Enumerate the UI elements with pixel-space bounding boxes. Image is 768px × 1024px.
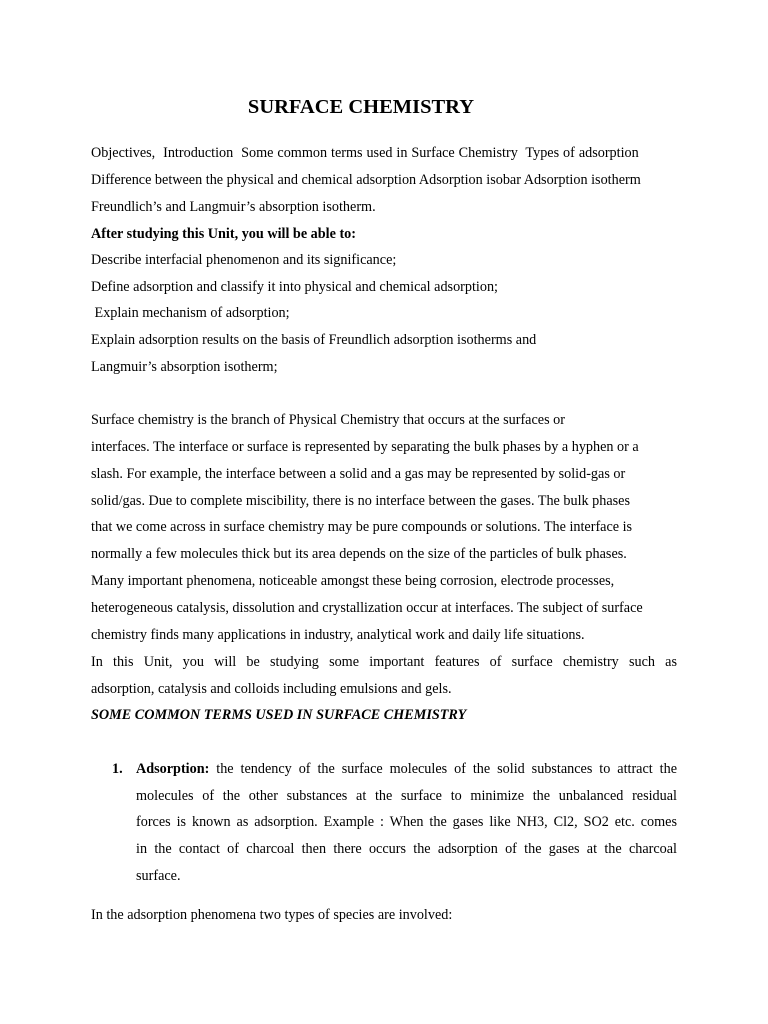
intro-paragraph-line: interfaces. The interface or surface is represented by separating the bulk phases by a hyphen or a: [91, 439, 639, 455]
term-definition-start: the tendency of the surface molecules of the solid substances to attract the: [209, 761, 677, 777]
list-item-line: forces is known as adsorption. Example : When the gases like NH3, Cl2, SO2 etc. comes: [136, 814, 677, 830]
outcome-item: Define adsorption and classify it into physical and chemical adsorption;: [91, 279, 498, 295]
unit-paragraph-line: In this Unit, you will be studying some important features of surface chemistry such as: [91, 654, 677, 670]
objectives-line-1: Objectives, Introduction Some common terms used in Surface Chemistry Types of adsorption: [91, 145, 639, 161]
list-item-number: 1.: [112, 761, 123, 777]
list-item-line: surface.: [136, 868, 181, 884]
unit-paragraph-line: adsorption, catalysis and colloids including emulsions and gels.: [91, 681, 452, 697]
list-item-first-line: [136, 760, 677, 778]
intro-paragraph-line: chemistry finds many applications in industry, analytical work and daily life situations.: [91, 627, 585, 643]
outcome-item: Describe interfacial phenomenon and its significance;: [91, 252, 397, 268]
objectives-line-3: Freundlich’s and Langmuir’s absorption isotherm.: [91, 199, 376, 215]
outcome-item: Langmuir’s absorption isotherm;: [91, 359, 278, 375]
term-label: Adsorption:: [136, 761, 210, 777]
intro-paragraph-line: solid/gas. Due to complete miscibility, there is no interface between the gases. The bulk phases: [91, 493, 630, 509]
intro-paragraph-line: Many important phenomena, noticeable amongst these being corrosion, electrode processes,: [91, 573, 615, 589]
list-item-line: in the contact of charcoal then there occurs the adsorption of the gases at the charcoal: [136, 841, 677, 857]
list-item-line: molecules of the other substances at the surface to minimize the unbalanced residual: [136, 788, 677, 804]
intro-paragraph-line: Surface chemistry is the branch of Physical Chemistry that occurs at the surfaces or: [91, 412, 565, 428]
outcomes-heading: After studying this Unit, you will be able to:: [91, 226, 356, 242]
page-title: SURFACE CHEMISTRY: [247, 96, 475, 118]
section-heading: SOME COMMON TERMS USED IN SURFACE CHEMISTRY: [91, 707, 467, 723]
outcome-item: Explain mechanism of adsorption;: [91, 305, 290, 321]
intro-paragraph-line: normally a few molecules thick but its area depends on the size of the particles of bulk phases.: [91, 546, 627, 562]
intro-paragraph-line: heterogeneous catalysis, dissolution and crystallization occur at interfaces. The subject of surface: [91, 600, 643, 616]
intro-paragraph-line: slash. For example, the interface between a solid and a gas may be represented by solid-gas or: [91, 466, 626, 482]
objectives-line-2: Difference between the physical and chemical adsorption Adsorption isobar Adsorption isotherm: [91, 172, 641, 188]
intro-paragraph-line: that we come across in surface chemistry may be pure compounds or solutions. The interface is: [91, 519, 633, 535]
outcome-item: Explain adsorption results on the basis of Freundlich adsorption isotherms and: [91, 332, 537, 348]
closing-line: In the adsorption phenomena two types of species are involved:: [91, 907, 453, 923]
